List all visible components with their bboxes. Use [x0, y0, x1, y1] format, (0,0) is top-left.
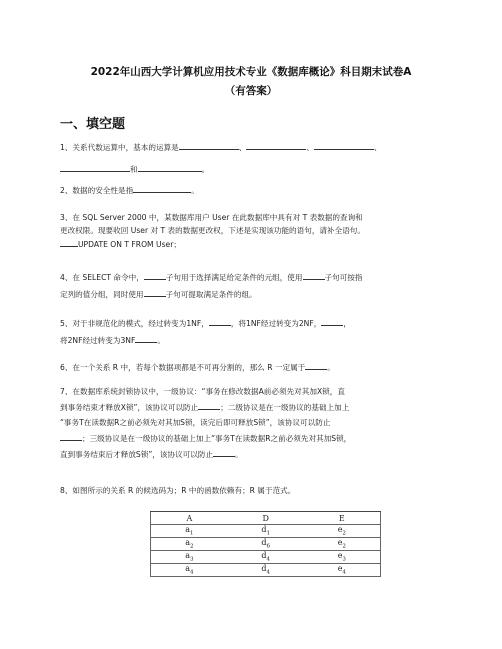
q7-line-3: “事务T在读数据R之前必须先对其加S锁，读完后即可释放S锁”，该协议可以防止: [60, 418, 331, 427]
question-8: [60, 484, 450, 497]
q1-end: 。: [201, 165, 210, 174]
question-1: [60, 140, 450, 176]
q5-text: 。: [157, 336, 165, 345]
question-6: [60, 360, 450, 374]
table-cell: $a_1$: [151, 525, 228, 538]
q4-text: 4、在 SELECT 命令中，: [60, 273, 144, 282]
column-header: D: [228, 512, 304, 525]
relation-r-table: [150, 511, 381, 577]
q7-line-1: 7、在数据库系统封锁协议中，一级协议：“事务在修改数据A前必须先对其加X锁，直: [60, 387, 345, 396]
q1-and: 和: [130, 165, 138, 174]
question-7: [60, 385, 450, 461]
q4-text: 子句可按指: [324, 273, 363, 282]
question-2: [60, 183, 450, 197]
question-4: [60, 270, 450, 301]
exam-subtitle: （有答案）: [224, 85, 278, 97]
answer-blank: [246, 140, 306, 150]
q3-line-2: 更改权限。现要收回 User 对 T 表的数据更改权，下述是实现该功能的语句，请补全语句。: [60, 226, 365, 235]
q4-text: 子句可提取满足条件的组。: [165, 290, 257, 299]
q4-text: 定列的值分组，同时使用: [60, 290, 144, 299]
q1-sep: 、: [373, 143, 382, 152]
answer-blank: [60, 237, 78, 247]
q5-text: 将2NF经过转变为3NF: [60, 336, 136, 345]
q6-end: 。: [327, 363, 335, 372]
table-cell: $d_4$: [228, 551, 304, 564]
q7-text: ；二级协议是在一级协议的基础上加上: [220, 403, 350, 412]
answer-blank: [60, 431, 82, 441]
q1-sep: 、: [238, 143, 247, 152]
q8-text: 8、如图所示的关系 R 的候选码为；R 中的函数依赖有；R 属于范式。: [60, 486, 296, 495]
q3-line-1: 3、在 SQL Server 2000 中，某数据库用户 User 在此数据库中具有对 T 表数据的查询和: [60, 213, 363, 222]
table-cell: $a_2$: [151, 538, 228, 551]
answer-blank: [144, 270, 166, 280]
section-heading: 一、填空题: [60, 117, 126, 132]
q3-line-3: UPDATE ON T FROM User；: [78, 240, 181, 249]
table-cell: $e_2$: [304, 538, 381, 551]
table-cell: $a_4$: [151, 564, 228, 577]
table-cell: $e_4$: [304, 564, 381, 577]
table-cell: $a_3$: [151, 551, 228, 564]
table-row: [151, 551, 381, 564]
answer-blank: [60, 162, 130, 172]
q7-text: 到事务结束才释放X锁”，该协议可以防止: [60, 403, 199, 412]
q5-text: ，将1NF经过转变为2NF，: [230, 319, 322, 328]
answer-blank: [138, 162, 202, 172]
table-cell: $e_3$: [304, 551, 381, 564]
table-header-row: [151, 512, 381, 525]
table-cell: $d_1$: [228, 525, 304, 538]
answer-blank: [305, 360, 327, 370]
q4-text: 子句用于选择满足给定条件的元组，使用: [165, 273, 303, 282]
answer-blank: [314, 140, 374, 150]
answer-blank: [133, 183, 191, 193]
q5-text: 5、对于非规范化的模式，经过转变为1NF，: [60, 319, 209, 328]
answer-blank: [303, 270, 325, 280]
question-5: [60, 316, 450, 347]
question-3: [60, 211, 450, 251]
answer-blank: [198, 400, 220, 410]
table-row: [151, 525, 381, 538]
table-cell: $d_4$: [228, 564, 304, 577]
q1-sep: 、: [306, 143, 314, 152]
column-header: E: [304, 512, 381, 525]
q2-end: 。: [191, 186, 199, 195]
answer-blank: [209, 316, 231, 326]
table-row: [151, 564, 381, 577]
q7-text: 直到事务结束后才释放S锁”，该协议可以防止: [60, 450, 214, 459]
column-header: A: [151, 512, 228, 525]
answer-blank: [213, 447, 235, 457]
table-cell: $d_6$: [228, 538, 304, 551]
table-row: [151, 538, 381, 551]
q6-text: 6、在一个关系 R 中，若每个数据项都是不可再分割的，那么 R 一定属于: [60, 363, 306, 372]
q7-text: ；三级协议是在一级协议的基础上加上“事务T在读数据R之前必须先对其加S锁，: [82, 434, 352, 443]
q5-text: ，: [343, 319, 351, 328]
table-cell: $e_2$: [304, 525, 381, 538]
q1-text: 1、关系代数运算中，基本的运算是: [60, 143, 179, 152]
q7-text: 。: [235, 450, 243, 459]
answer-blank: [321, 316, 343, 326]
answer-blank: [144, 287, 166, 297]
exam-title: 2022年山西大学计算机应用技术专业《数据库概论》科目期末试卷A: [90, 66, 412, 78]
answer-blank: [135, 333, 157, 343]
q2-text: 2、数据的安全性是指: [60, 186, 134, 195]
answer-blank: [179, 140, 239, 150]
